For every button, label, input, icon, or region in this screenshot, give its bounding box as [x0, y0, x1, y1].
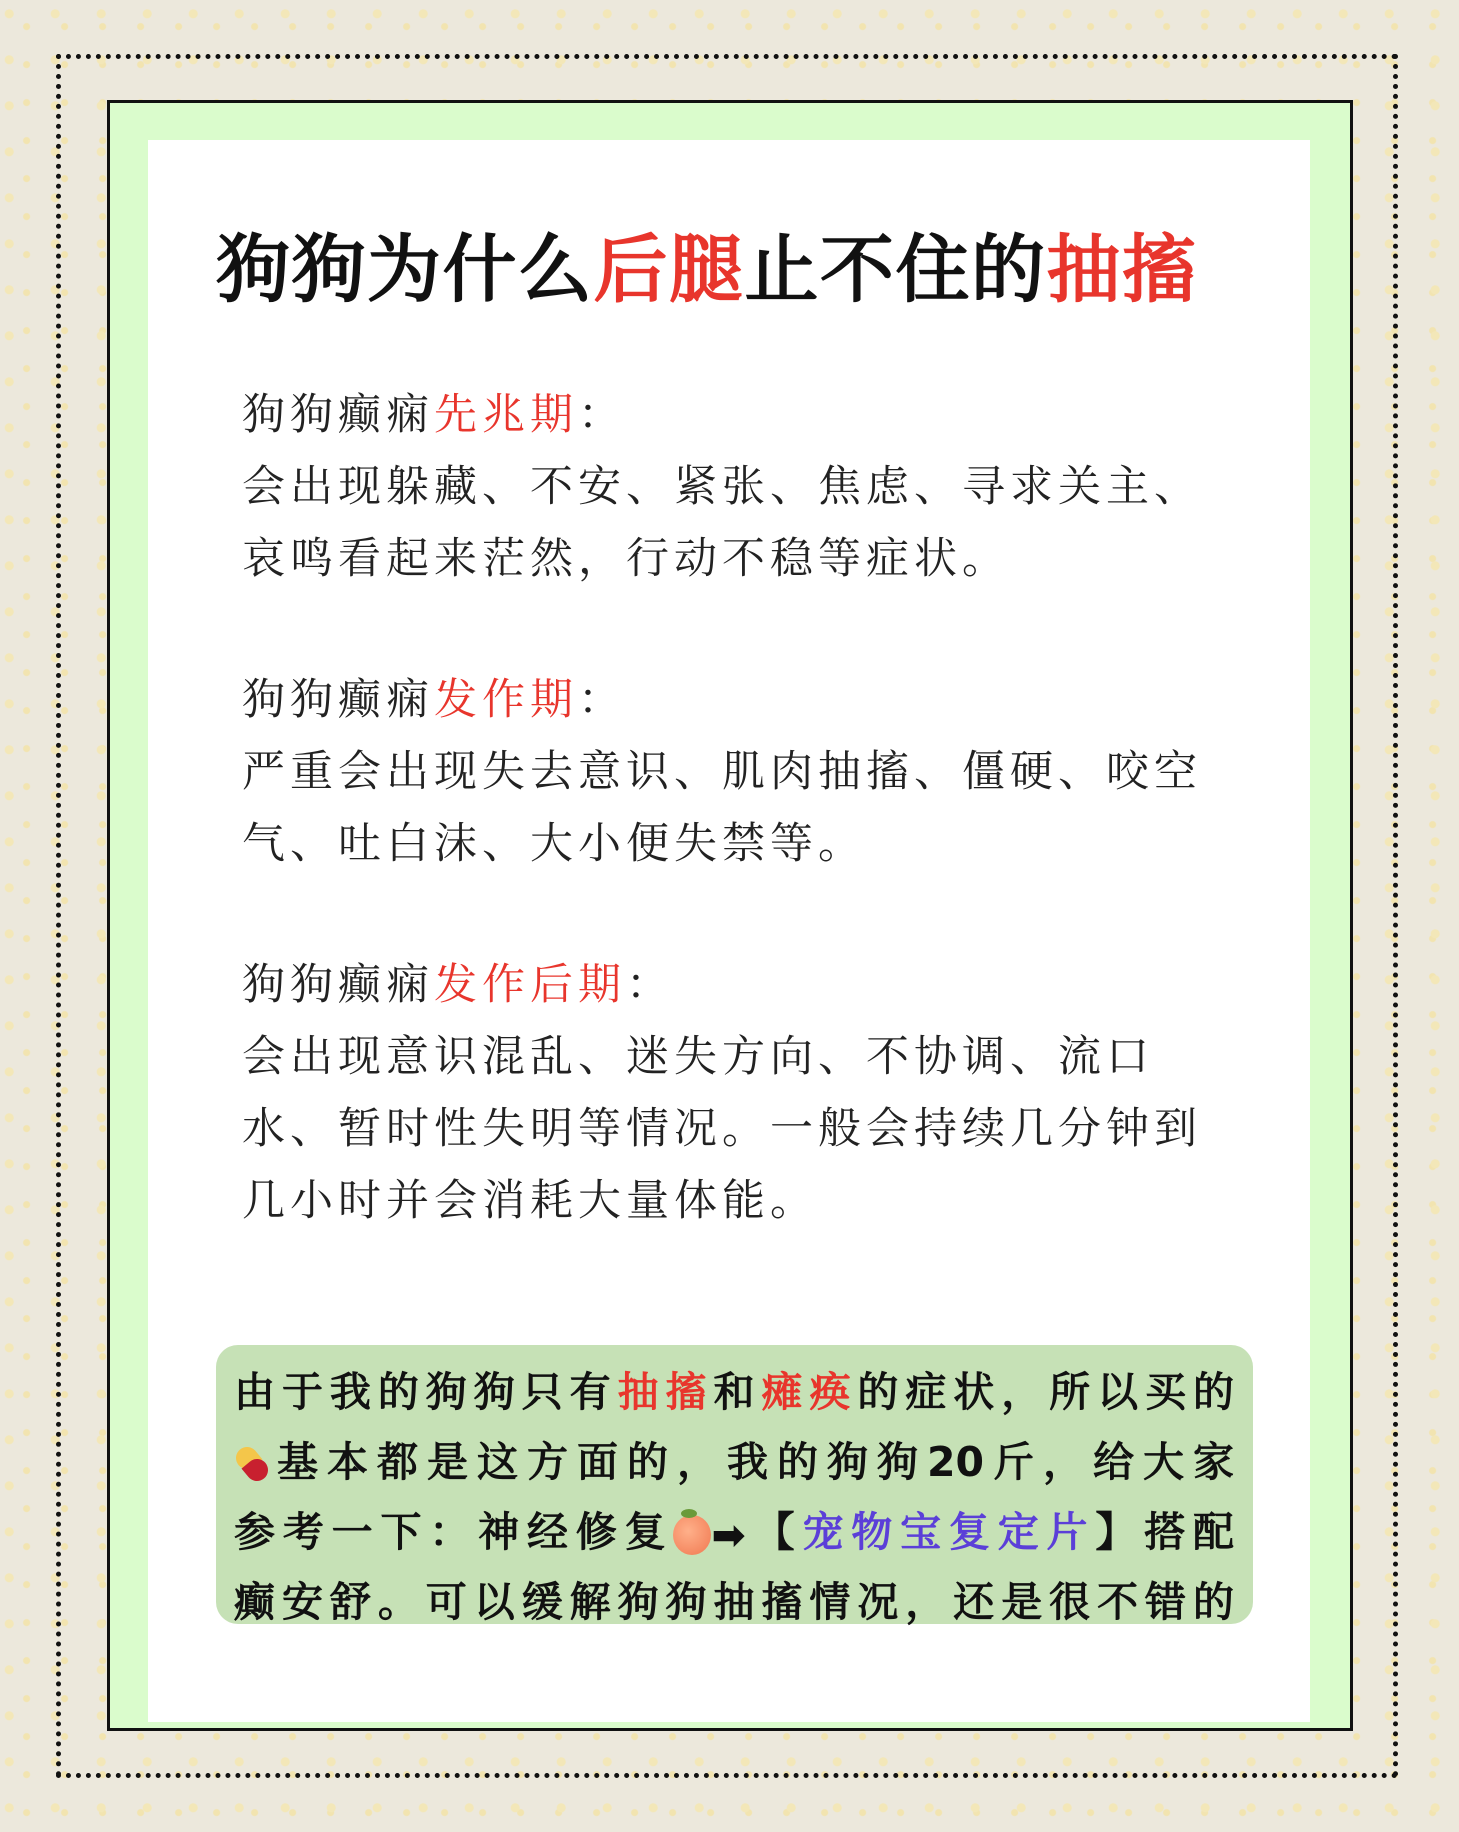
text: 水、暂时性失明等情况。一般会持续几分钟到 [242, 1104, 1202, 1154]
text: 严重会出现失去意识、肌肉抽搐、僵硬、咬空 [242, 747, 1202, 797]
text: 哀鸣看起来茫然，行动不稳等症状。 [242, 534, 1010, 584]
section-heading [242, 664, 1232, 736]
section-line [242, 451, 1232, 523]
text: 【 [745, 1508, 803, 1556]
highlight-text: 发作期 [434, 675, 578, 725]
section-heading [242, 379, 1232, 451]
text: 】搭配 [1095, 1508, 1235, 1556]
text: 狗狗为什么 [216, 227, 594, 313]
section-line [242, 808, 1232, 880]
note-line [234, 1567, 1234, 1637]
note-box [216, 1345, 1253, 1624]
page-title [216, 225, 1196, 315]
section-heading [242, 949, 1232, 1021]
text: 和 [713, 1368, 762, 1416]
text: ： [578, 390, 626, 440]
pill-icon [234, 1445, 268, 1485]
arrow-right-icon: ➡ [711, 1511, 746, 1559]
section-line [242, 1093, 1232, 1165]
highlight-text: 后腿 [593, 227, 745, 313]
text: 的症状，所以买的 [857, 1368, 1235, 1416]
text: 止不住的 [744, 227, 1047, 313]
section-line [242, 736, 1232, 808]
note-text [234, 1357, 1234, 1637]
text: 由于我的狗狗只有 [234, 1368, 618, 1416]
text: ： [626, 960, 674, 1010]
text: 基本都是这方面的，我的狗狗20斤，给大家 [268, 1438, 1234, 1486]
section-prodromal [242, 379, 1232, 595]
section-line [242, 1021, 1232, 1093]
text: 狗狗癫痫 [242, 960, 434, 1010]
text: 几小时并会消耗大量体能。 [242, 1176, 818, 1226]
text: 会出现意识混乱、迷失方向、不协调、流口 [242, 1032, 1154, 1082]
text: 狗狗癫痫 [242, 675, 434, 725]
highlight-text: 发作后期 [434, 960, 626, 1010]
note-line [234, 1497, 1234, 1567]
text: 参考一下：神经修复 [234, 1508, 674, 1556]
section-seizure [242, 664, 1232, 880]
section-line [242, 523, 1232, 595]
note-line [234, 1357, 1234, 1427]
note-line [234, 1427, 1234, 1497]
highlight-text: 宠物宝复定片 [802, 1508, 1096, 1556]
text: 会出现躲藏、不安、紧张、焦虑、寻求关主、 [242, 462, 1202, 512]
section-line [242, 1165, 1232, 1237]
text: 狗狗癫痫 [242, 390, 434, 440]
highlight-text: 抽搐 [1046, 227, 1196, 313]
peach-icon [673, 1515, 711, 1555]
text: 癫安舒。可以缓解狗狗抽搐情况，还是很不错的 [234, 1578, 1234, 1626]
text: ： [578, 675, 626, 725]
highlight-text: 先兆期 [434, 390, 578, 440]
section-postictal [242, 949, 1232, 1237]
highlight-text: 抽搐 [617, 1368, 714, 1416]
text: 气、吐白沫、大小便失禁等。 [242, 819, 866, 869]
highlight-text: 瘫痪 [761, 1368, 858, 1416]
